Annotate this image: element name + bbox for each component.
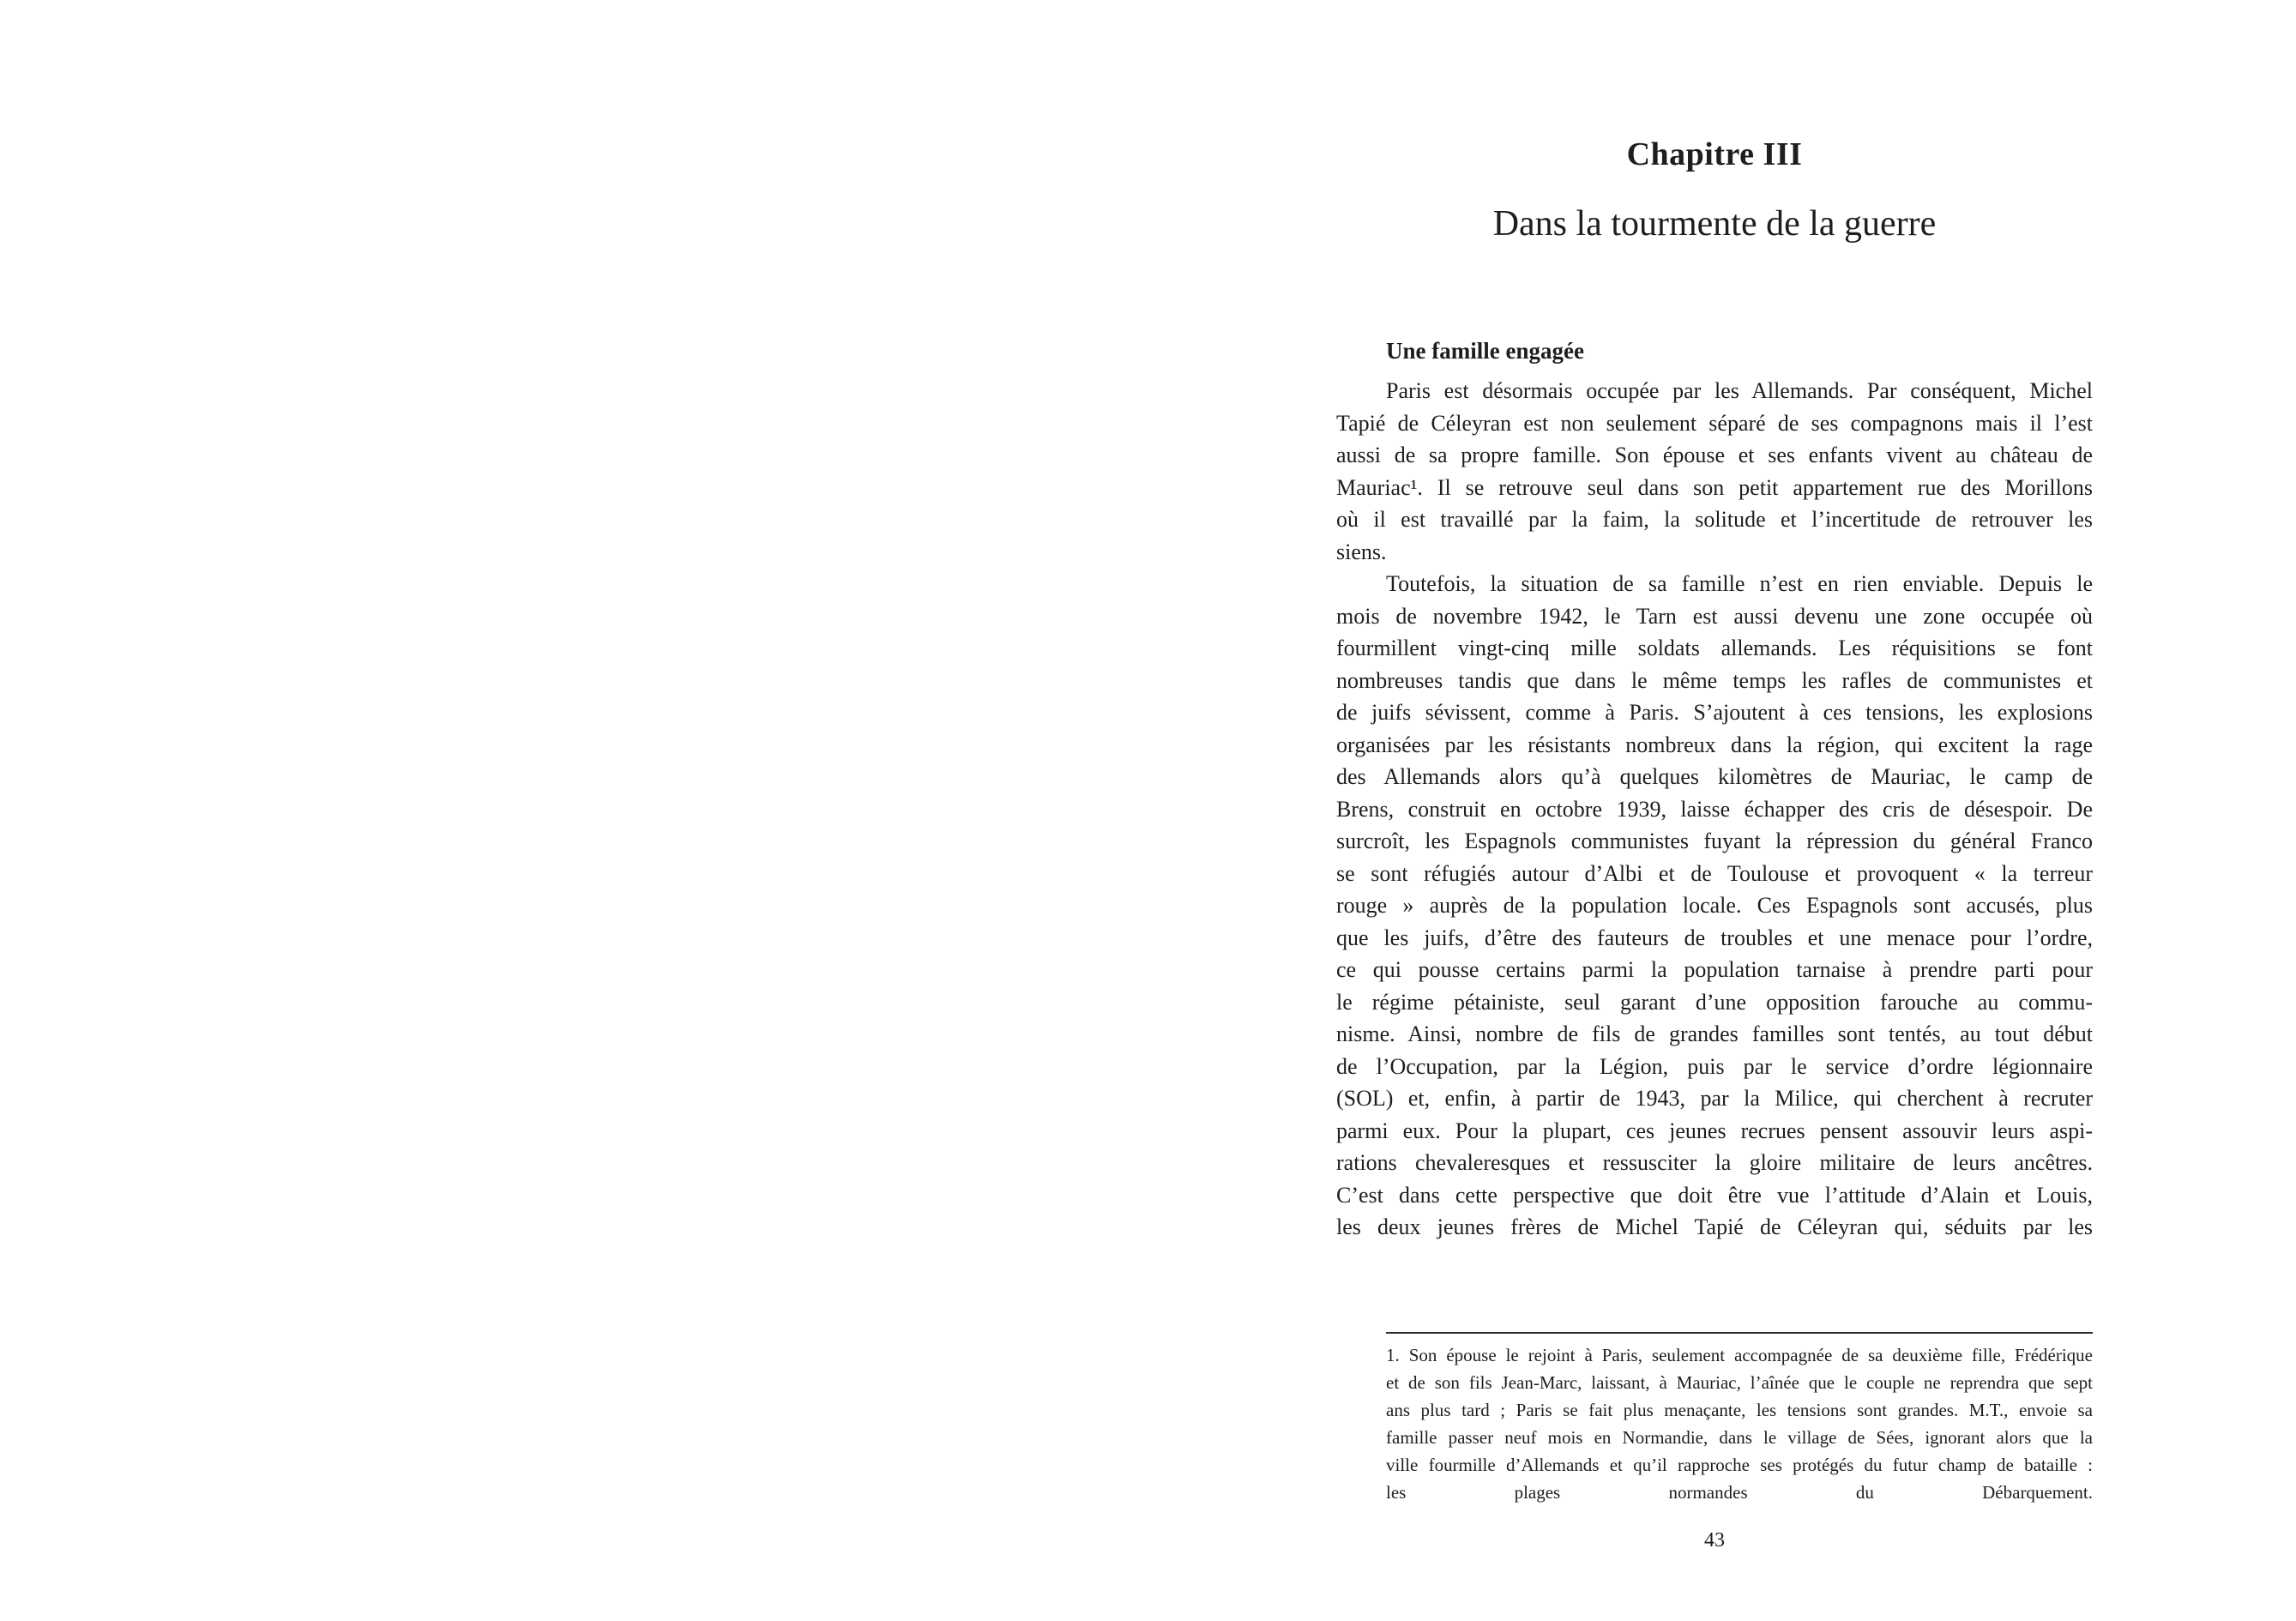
- body-line: surcroît, les Espagnols communistes fuyant la répression du général Franco: [1336, 829, 2093, 853]
- body-line: Brens, construit en octobre 1939, laisse échapper des cris de désespoir. De: [1336, 796, 2093, 822]
- footnote-line: les plages normandes du Débarquement.: [1386, 1482, 2093, 1503]
- footnote-line: 1. Son épouse le rejoint à Paris, seulement accompagnée de sa deuxième fille, Frédérique: [1386, 1345, 2093, 1365]
- body-line: C’est dans cette perspective que doit être vue l’attitude d’Alain et Louis,: [1336, 1182, 2093, 1208]
- body-line: rouge » auprès de la population locale. Ces Espagnols sont accusés, plus: [1336, 893, 2093, 918]
- body-line: nombreuses tandis que dans le même temps les rafles de communistes et: [1336, 667, 2093, 693]
- footnote: [1386, 1332, 2093, 1506]
- body-line: que les juifs, d’être des fauteurs de troubles et une menace pour l’ordre,: [1336, 925, 2093, 950]
- footnote-line: et de son fils Jean-Marc, laissant, à Mauriac, l’aînée que le couple ne reprendra que sept: [1386, 1372, 2093, 1393]
- body-line: des Allemands alors qu’à quelques kilomètres de Mauriac, le camp de: [1336, 764, 2093, 789]
- body-line: (SOL) et, enfin, à partir de 1943, par la Milice, qui cherchent à recruter: [1336, 1086, 2093, 1111]
- body-line: organisées par les résistants nombreux dans la région, qui excitent la rage: [1336, 732, 2093, 757]
- body-line: Paris est désormais occupée par les Allemands. Par conséquent, Michel: [1386, 378, 2093, 403]
- footnote-line: ans plus tard ; Paris se fait plus menaçante, les tensions sont grandes. M.T., envoie sa: [1386, 1400, 2093, 1420]
- body-line: Tapié de Céleyran est non seulement séparé de ses compagnons mais il l’est: [1336, 410, 2093, 436]
- page-number: 43: [1704, 1529, 1725, 1552]
- body-line: de l’Occupation, par la Légion, puis par le service d’ordre légionnaire: [1336, 1053, 2093, 1079]
- section-heading: Une famille engagée: [1386, 338, 1584, 364]
- body-line: le régime pétainiste, seul garant d’une opposition farouche au commu-: [1336, 989, 2093, 1015]
- body-line: rations chevaleresques et ressusciter la gloire militaire de leurs ancêtres.: [1336, 1150, 2093, 1175]
- chapter-subtitle: Dans la tourmente de la guerre: [1492, 204, 1937, 244]
- footnote-line: ville fourmille d’Allemands et qu’il rapproche ses protégés du futur champ de bataille :: [1386, 1455, 2093, 1475]
- body-line: se sont réfugiés autour d’Albi et de Toulouse et provoquent « la terreur: [1336, 860, 2093, 886]
- body-line: Mauriac¹. Il se retrouve seul dans son petit appartement rue des Morillons: [1336, 474, 2093, 500]
- body-line: nisme. Ainsi, nombre de fils de grandes familles sont tentés, au tout début: [1336, 1021, 2093, 1046]
- body-text: [1336, 375, 2093, 1244]
- body-line: Toutefois, la situation de sa famille n’est en rien enviable. Depuis le: [1386, 571, 2093, 596]
- book-page: [1336, 0, 2093, 1621]
- body-line: siens.: [1336, 539, 1387, 564]
- body-line: mois de novembre 1942, le Tarn est aussi devenu une zone occupée où: [1336, 603, 2093, 629]
- body-line: parmi eux. Pour la plupart, ces jeunes recrues pensent assouvir leurs aspi-: [1336, 1118, 2093, 1143]
- body-line: où il est travaillé par la faim, la solitude et l’incertitude de retrouver les: [1336, 507, 2093, 532]
- body-line: fourmillent vingt-cinq mille soldats allemands. Les réquisitions se font: [1336, 636, 2093, 660]
- body-line: ce qui pousse certains parmi la population tarnaise à prendre parti pour: [1336, 957, 2093, 982]
- chapter-title: Chapitre III: [1626, 136, 1803, 172]
- body-line: les deux jeunes frères de Michel Tapié de Céleyran qui, séduits par les: [1336, 1214, 2093, 1239]
- body-line: aussi de sa propre famille. Son épouse et ses enfants vivent au château de: [1336, 443, 2093, 467]
- footnote-line: famille passer neuf mois en Normandie, dans le village de Sées, ignorant alors que la: [1386, 1427, 2093, 1448]
- body-line: de juifs sévissent, comme à Paris. S’ajoutent à ces tensions, les explosions: [1336, 700, 2093, 725]
